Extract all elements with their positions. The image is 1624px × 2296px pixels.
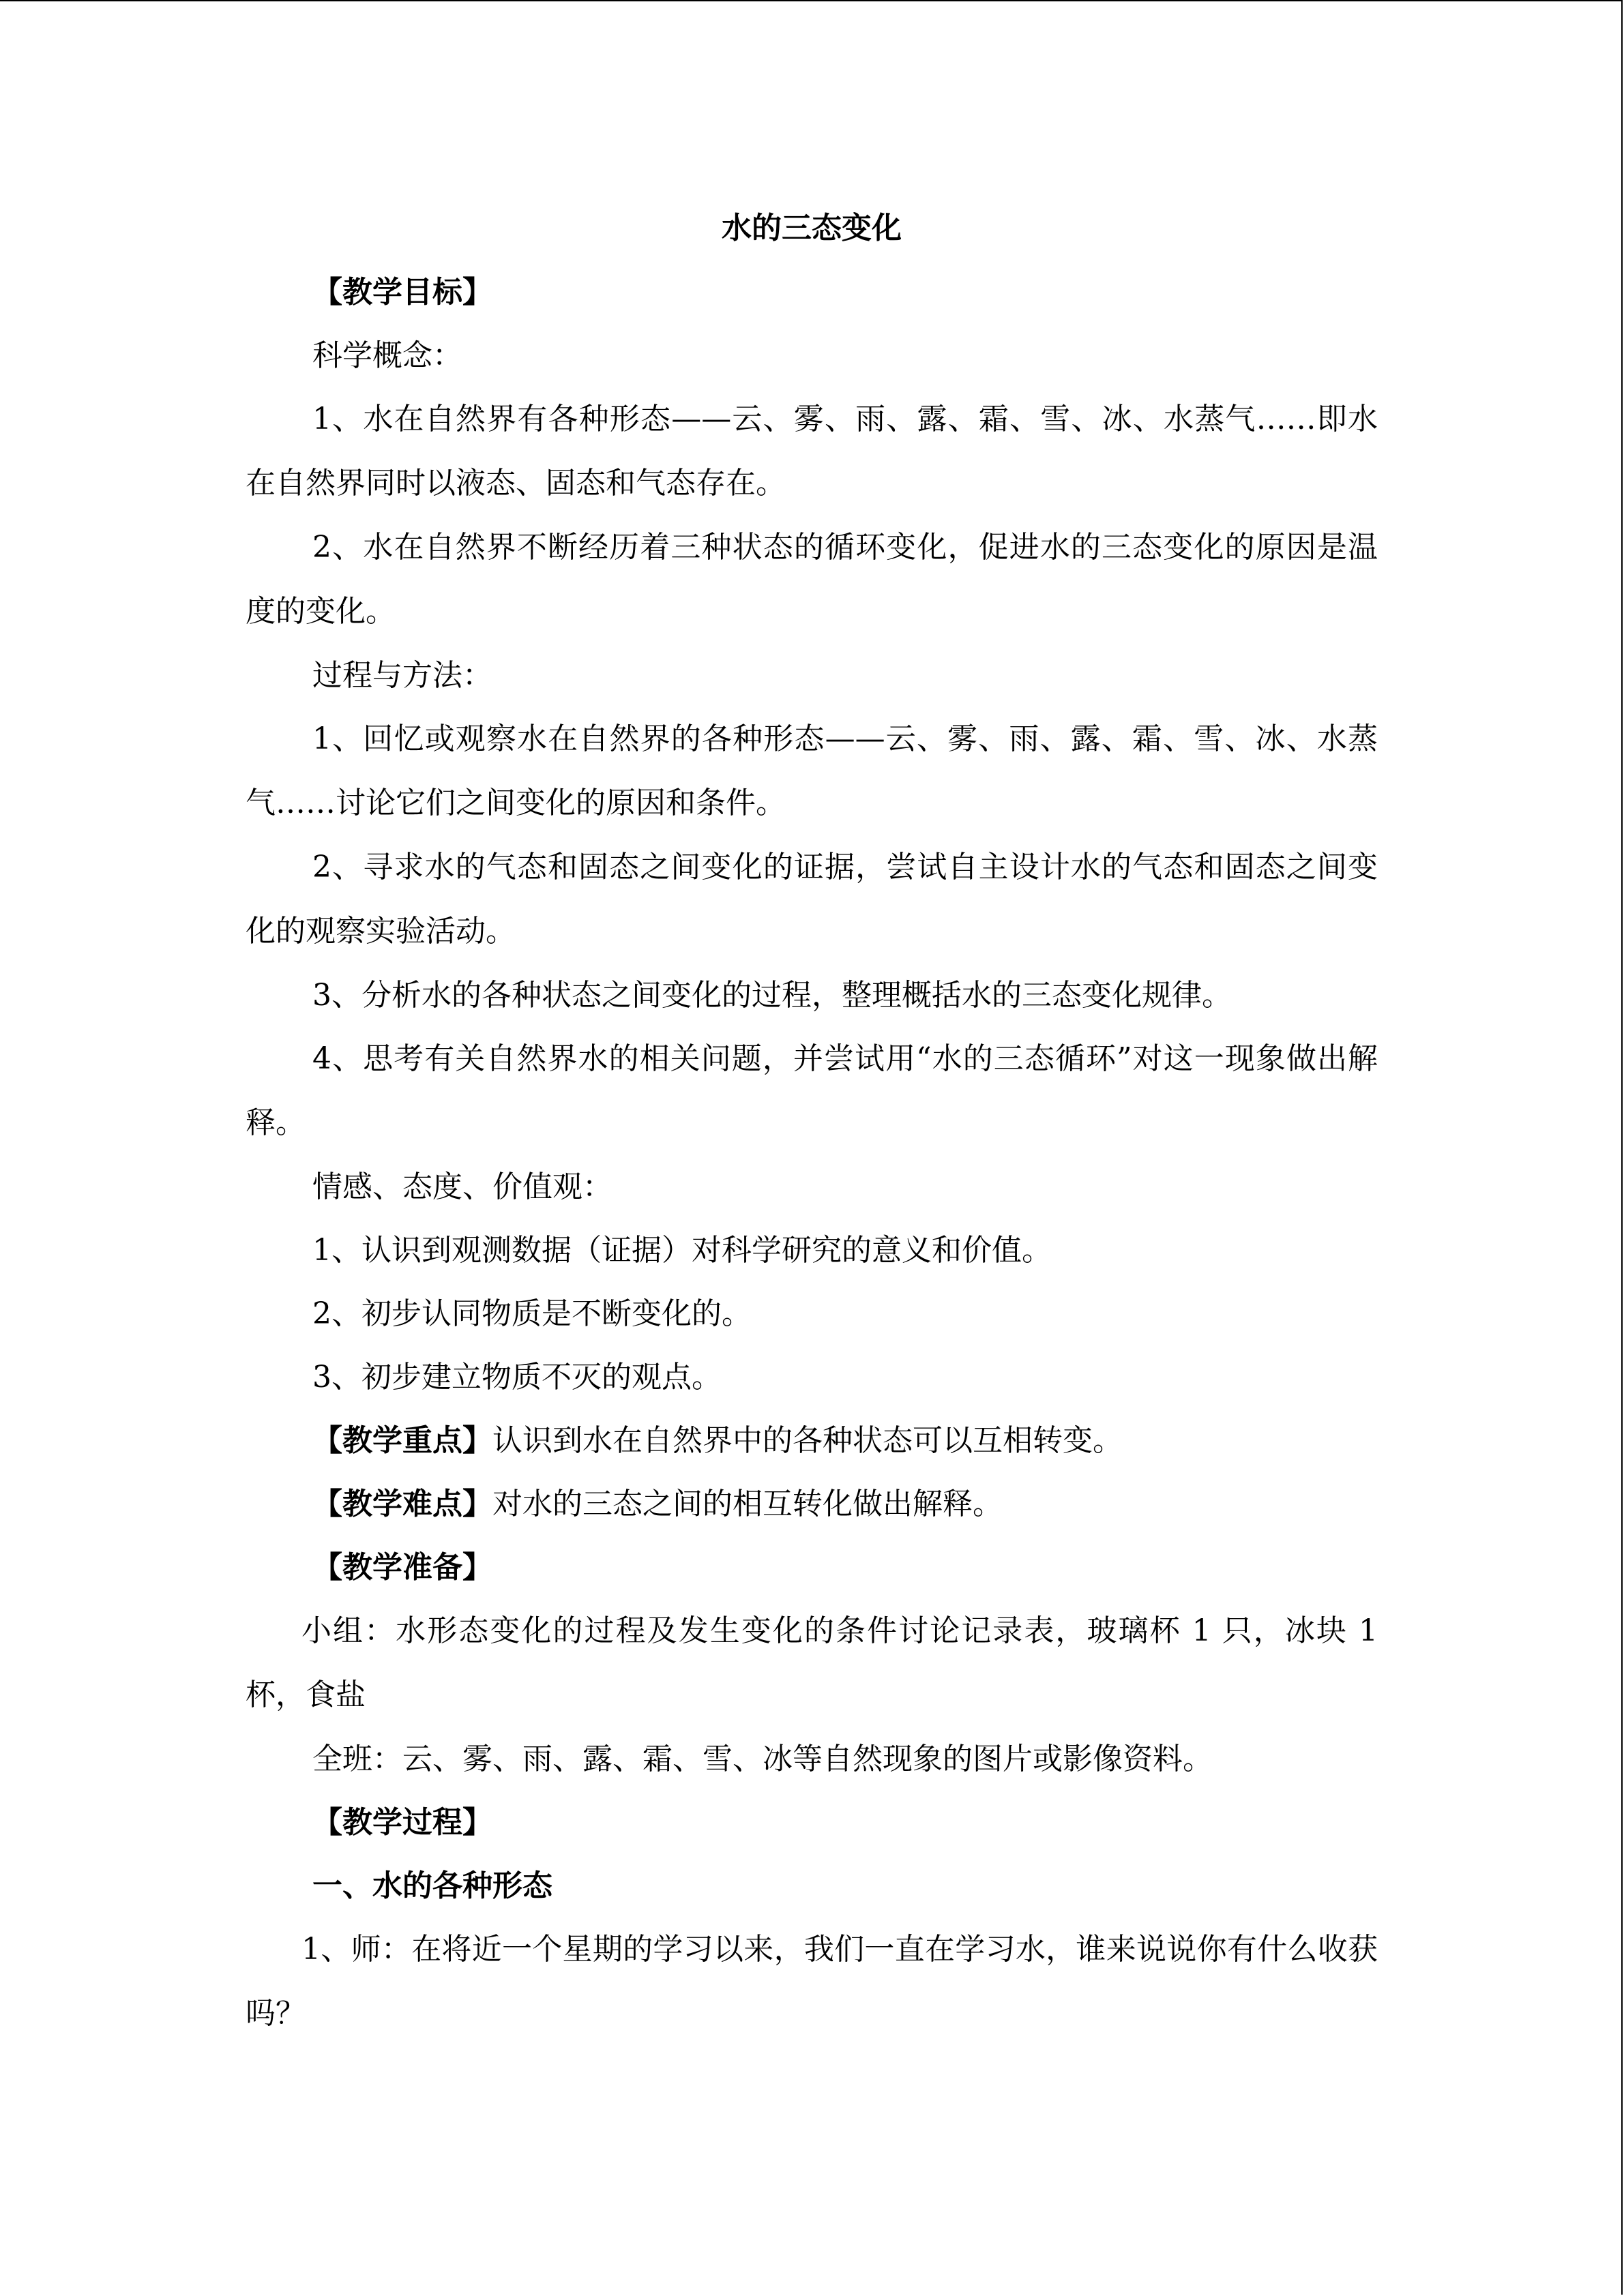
concept-item-2: 2、水在自然界不断经历着三种状态的循环变化，促进水的三态变化的原因是温度的变化。: [246, 530, 1378, 629]
difficulty-paragraph: [246, 1472, 1378, 1536]
objectives-heading: 【教学目标】: [312, 275, 492, 310]
key-point-paragraph: [246, 1409, 1378, 1472]
document-title: 水的三态变化: [722, 211, 902, 245]
process-item-3: 3、分析水的各种状态之间变化的过程，整理概括水的三态变化规律。: [312, 978, 1232, 1013]
key-point-text: 认识到水在自然界中的各种状态可以互相转变。: [492, 1423, 1123, 1458]
concept-item-1: 1、水在自然界有各种形态——云、雾、雨、露、霜、雪、冰、水蒸气……即水在自然界同时以液态、固态和气态存在。: [246, 402, 1378, 501]
difficulty-heading: 【教学难点】: [312, 1487, 492, 1521]
process-item-1: 1、回忆或观察水在自然界的各种形态——云、雾、雨、露、霜、雪、冰、水蒸气……讨论它们之间变化的原因和条件。: [246, 721, 1378, 820]
emotion-label: 情感、态度、价值观：: [312, 1169, 612, 1204]
emotion-item-3: 3、初步建立物质不灭的观点。: [312, 1360, 722, 1395]
process-item-4: 4、思考有关自然界水的相关问题，并尝试用“水的三态循环”对这一现象做出解释。: [246, 1041, 1378, 1140]
emotion-item-2: 2、初步认同物质是不断变化的。: [312, 1296, 752, 1331]
key-point-heading: 【教学重点】: [312, 1423, 492, 1458]
teaching-process-heading: 【教学过程】: [312, 1805, 492, 1840]
document-body: [246, 196, 1378, 2046]
concept-label: 科学概念：: [312, 338, 462, 373]
preparation-group: 小组：水形态变化的过程及发生变化的条件讨论记录表，玻璃杯 1 只，冰块 1 杯，食盐: [246, 1613, 1378, 1712]
preparation-class: 全班：云、雾、雨、露、霜、雪、冰等自然现象的图片或影像资料。: [312, 1742, 1213, 1776]
section-heading-1: 一、水的各种形态: [312, 1868, 552, 1903]
process-item-2: 2、寻求水的气态和固态之间变化的证据，尝试自主设计水的气态和固态之间变化的观察实验活动。: [246, 850, 1378, 949]
preparation-heading: 【教学准备】: [312, 1550, 492, 1585]
step-1: 1、师：在将近一个星期的学习以来，我们一直在学习水，谁来说说你有什么收获吗？: [246, 1932, 1378, 2031]
process-label: 过程与方法：: [312, 658, 492, 693]
difficulty-text: 对水的三态之间的相互转化做出解释。: [492, 1487, 1003, 1521]
emotion-item-1: 1、认识到观测数据（证据）对科学研究的意义和价值。: [312, 1233, 1052, 1268]
